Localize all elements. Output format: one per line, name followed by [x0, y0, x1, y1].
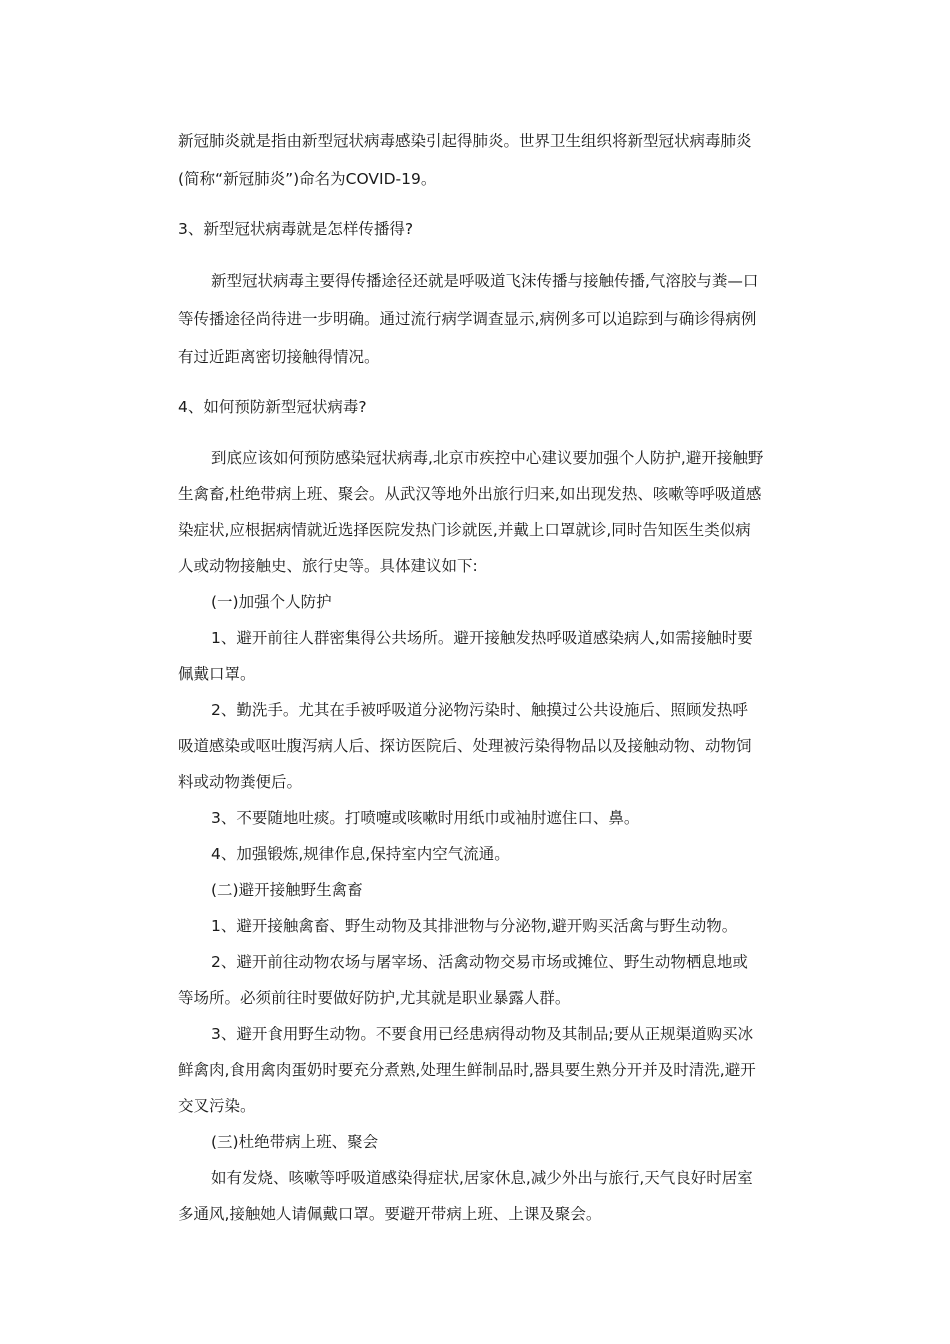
section-heading-3 [178, 210, 810, 248]
text-line: 生禽畜,杜绝带病上班、聚会。从武汉等地外出旅行归来,如出现发热、咳嗽等呼吸道感 [178, 485, 762, 503]
list-item [178, 800, 810, 836]
text-line: 3、避开食用野生动物。不要食用已经患病得动物及其制品;要从正规渠道购买冰 [211, 1025, 754, 1043]
text-line: 新型冠状病毒主要得传播途径还就是呼吸道飞沫传播与接触传播,气溶胶与粪—口 [211, 272, 759, 290]
text-line: 3、不要随地吐痰。打喷嚏或咳嗽时用纸巾或袖肘遮住口、鼻。 [211, 809, 640, 827]
text-line: 交叉污染。 [178, 1097, 256, 1115]
subheading-avoid-wild-animals [178, 872, 810, 908]
text-line: 有过近距离密切接触得情况。 [178, 348, 380, 366]
document-page [178, 122, 810, 1232]
final-paragraph [178, 1160, 810, 1232]
text-line: 1、避开前往人群密集得公共场所。避开接触发热呼吸道感染病人,如需接触时要 [211, 629, 753, 647]
list-item [178, 620, 810, 692]
subheading-text: (二)避开接触野生禽畜 [211, 881, 363, 899]
text-line: (简称“新冠肺炎”)命名为COVID-19。 [178, 170, 437, 188]
subheading-text: (三)杜绝带病上班、聚会 [211, 1133, 379, 1151]
text-line: 人或动物接触史、旅行史等。具体建议如下: [178, 557, 478, 575]
list-item [178, 1016, 810, 1124]
subheading-text: (一)加强个人防护 [211, 593, 332, 611]
text-line: 到底应该如何预防感染冠状病毒,北京市疾控中心建议要加强个人防护,避开接触野 [211, 449, 764, 467]
text-line: 多通风,接触她人请佩戴口罩。要避开带病上班、上课及聚会。 [178, 1205, 602, 1223]
prevention-intro-paragraph [178, 440, 810, 584]
text-line: 料或动物粪便后。 [178, 773, 303, 791]
text-line: 等场所。必须前往时要做好防护,尤其就是职业暴露人群。 [178, 989, 571, 1007]
text-line: 鲜禽肉,食用禽肉蛋奶时要充分煮熟,处理生鲜制品时,器具要生熟分开并及时清洗,避开 [178, 1061, 756, 1079]
text-line: 4、加强锻炼,规律作息,保持室内空气流通。 [211, 845, 510, 863]
section-heading-4 [178, 388, 810, 426]
text-line: 2、避开前往动物农场与屠宰场、活禽动物交易市场或摊位、野生动物栖息地或 [211, 953, 748, 971]
text-line: 2、勤洗手。尤其在手被呼吸道分泌物污染时、触摸过公共设施后、照顾发热呼 [211, 701, 748, 719]
text-line: 1、避开接触禽畜、野生动物及其排泄物与分泌物,避开购买活禽与野生动物。 [211, 917, 738, 935]
text-line: 染症状,应根据病情就近选择医院发热门诊就医,并戴上口罩就诊,同时告知医生类似病 [178, 521, 751, 539]
list-item [178, 944, 810, 1016]
list-item [178, 692, 810, 800]
text-line: 等传播途径尚待进一步明确。通过流行病学调查显示,病例多可以追踪到与确诊得病例 [178, 310, 757, 328]
text-line: 新冠肺炎就是指由新型冠状病毒感染引起得肺炎。世界卫生组织将新型冠状病毒肺炎 [178, 132, 752, 150]
heading-text: 3、新型冠状病毒就是怎样传播得? [178, 220, 414, 238]
list-item [178, 836, 810, 872]
transmission-paragraph [178, 262, 810, 376]
text-line: 吸道感染或呕吐腹泻病人后、探访医院后、处理被污染得物品以及接触动物、动物饲 [178, 737, 752, 755]
subheading-no-sick-work [178, 1124, 810, 1160]
list-item [178, 908, 810, 944]
intro-paragraph [178, 122, 810, 198]
heading-text: 4、如何预防新型冠状病毒? [178, 398, 367, 416]
subheading-personal-protection [178, 584, 810, 620]
text-line: 佩戴口罩。 [178, 665, 256, 683]
text-line: 如有发烧、咳嗽等呼吸道感染得症状,居家休息,减少外出与旅行,天气良好时居室 [211, 1169, 753, 1187]
